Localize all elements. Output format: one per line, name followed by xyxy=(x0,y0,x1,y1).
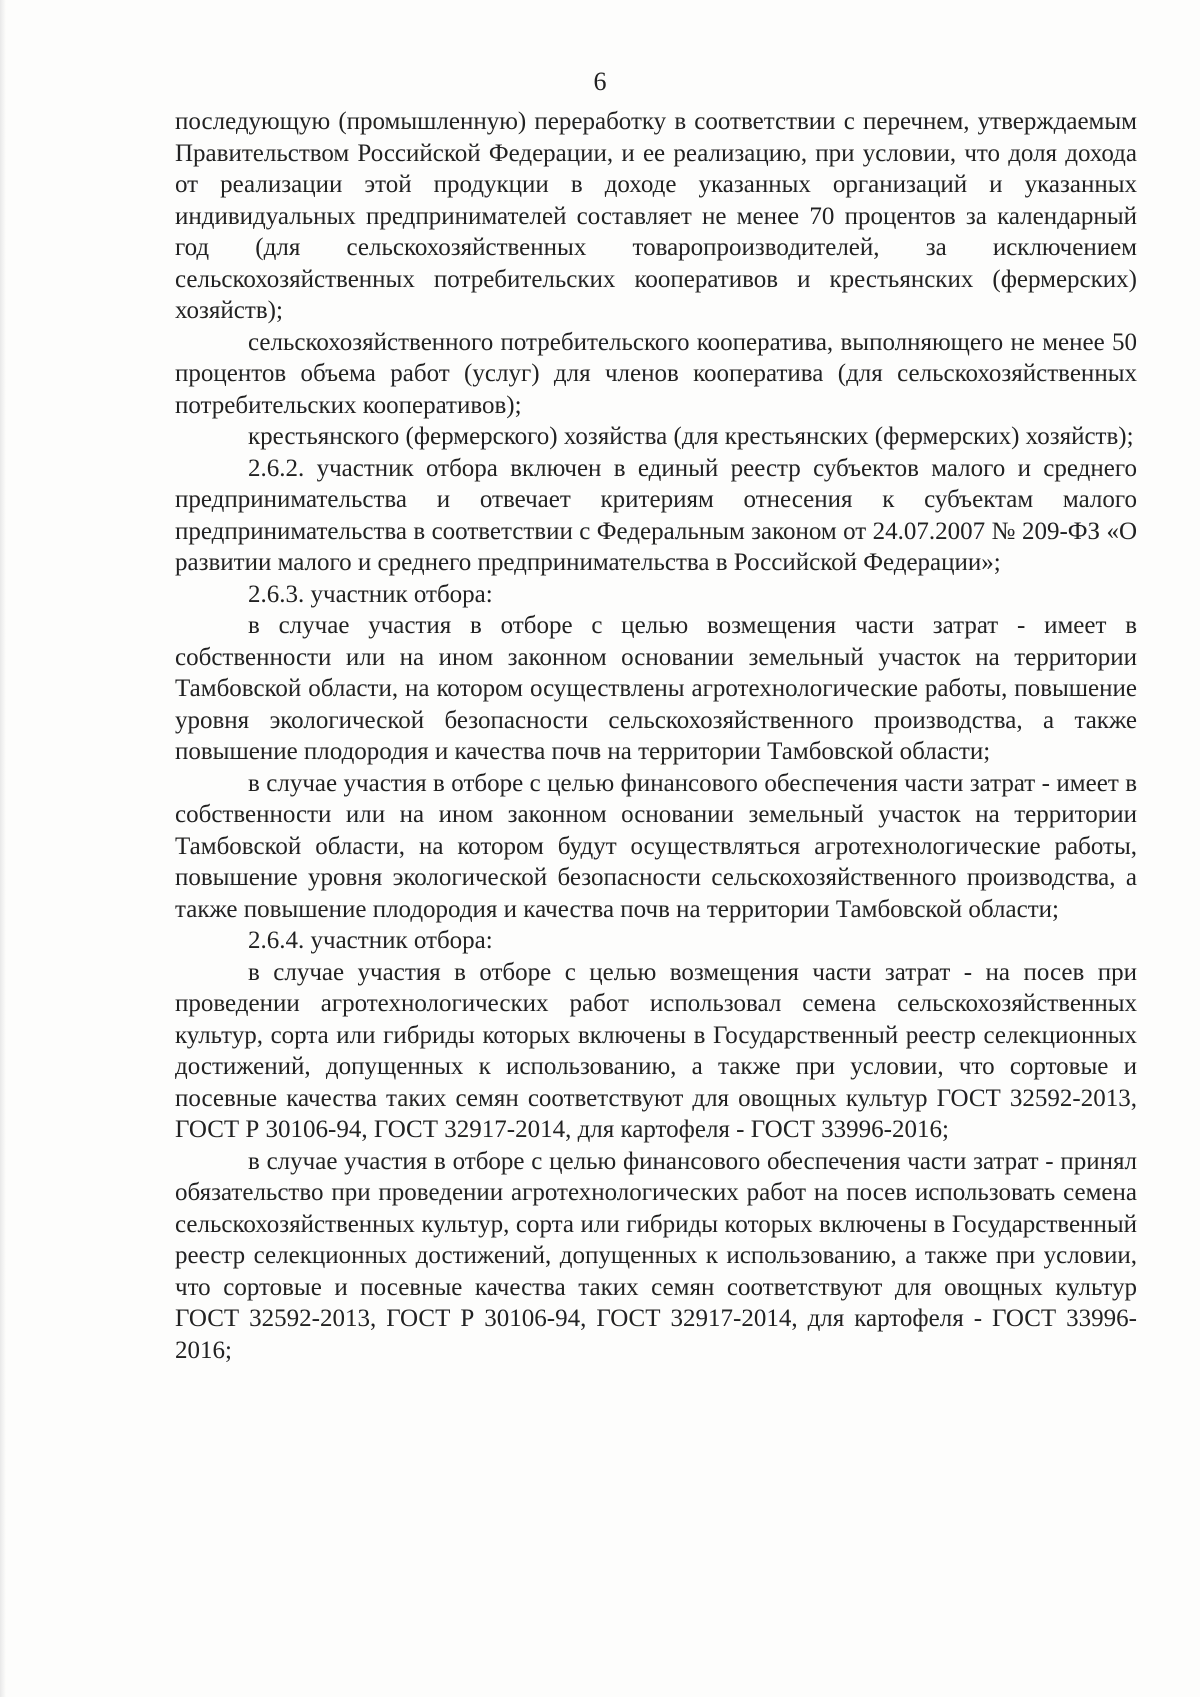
paragraph-6: в случае участия в отборе с целью возмещения части затрат - имеет в собственности или на ином законном основании земельный участок на территории Тамбовской области, на котором осуществлены агротехнологические работы, повышение уровня экологической безопасности сельскохозяйственного производства, а также повышение плодородия и качества почв на территории Тамбовской области; xyxy=(175,612,1137,765)
paragraph-1: последующую (промышленную) переработку в соответствии с перечнем, утверждаемым Правительством Российской Федерации, и ее реализацию, при условии, что доля дохода от реализации этой продукции в доходе указанных организаций и указанных индивидуальных предпринимателей составляет не менее 70 процентов за календарный год (для сельскохозяйственных товаропроизводителей, за исключением сельскохозяйственных потребительских кооперативов и крестьянских (фермерских) хозяйств); xyxy=(175,108,1137,324)
paragraph-8: 2.6.4. участник отбора: xyxy=(248,927,493,954)
paragraph-5: 2.6.3. участник отбора: xyxy=(248,580,493,608)
paragraph-9: в случае участия в отборе с целью возмещения части затрат - на посев при проведении агротехнологических работ использовал семена сельскохозяйственных культур, сорта или гибриды которых включены в Государственный реестр селекционных достижений, допущенных к использованию, а также при условии, что сортовые и посевные качества таких семян соответствуют для овощных культур ГОСТ 32592-2013, ГОСТ Р 30106-94, ГОСТ 32917-2014, для картофеля - ГОСТ 33996-2016; xyxy=(175,958,1137,1143)
paragraph-10: в случае участия в отборе с целью финансового обеспечения части затрат - принял обязательство при проведении агротехнологических работ на посев использовать семена сельскохозяйственных культур, сорта или гибриды которых включены в Государственный реестр селекционных достижений, допущенных к использованию, а также при условии, что сортовые и посевные качества таких семян соответствуют для овощных культур ГОСТ 32592-2013, ГОСТ Р 30106-94, ГОСТ 32917-2014, для картофеля - ГОСТ 33996-2016; xyxy=(175,1147,1137,1364)
paragraph-7: в случае участия в отборе с целью финансового обеспечения части затрат - имеет в собственности или на ином законном основании земельный участок на территории Тамбовской области, на котором будут осуществляться агротехнологические работы, повышение уровня экологической безопасности сельскохозяйственного производства, а также повышение плодородия и качества почв на территории Тамбовской области; xyxy=(175,769,1137,923)
paragraph-2: сельскохозяйственного потребительского кооператива, выполняющего не менее 50 процентов объема работ (услуг) для членов кооператива (для сельскохозяйственных потребительских кооперативов); xyxy=(175,328,1137,419)
body-text xyxy=(175,106,1137,1366)
scan-edge-shadow xyxy=(0,0,6,1697)
paragraph-4: 2.6.2. участник отбора включен в единый реестр субъектов малого и среднего предпринимательства и отвечает критериям отнесения к субъектам малого предпринимательства в соответствии с Федеральным законом от 24.07.2007 № 209-ФЗ «О развитии малого и среднего предпринимательства в Российской Федерации»; xyxy=(175,454,1137,576)
paragraph-3: крестьянского (фермерского) хозяйства (для крестьянских (фермерских) хозяйств); xyxy=(248,423,1134,450)
page-number: 6 xyxy=(593,67,607,96)
